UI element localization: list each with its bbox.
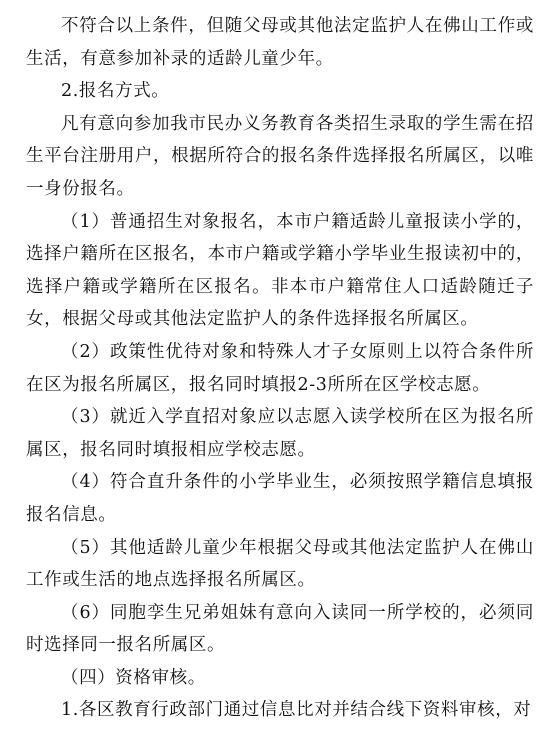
paragraph-review-item-1: 1.各区教育行政部门通过信息比对并结合线下资料审核，对 xyxy=(61,700,532,721)
paragraph-eligibility-continuation: 不符合以上条件，但随父母或其他法定监护人在佛山工作或生活，有意参加补录的适龄儿童少年。 xyxy=(26,16,534,69)
paragraph-item-6: （6）同胞孪生兄弟姐妹有意向入读同一所学校的，必须同时选择同一报名所属区。 xyxy=(26,602,534,656)
heading-qualification-review: （四）资格审核。 xyxy=(61,667,206,688)
heading-registration-method: 2.报名方式。 xyxy=(61,81,170,102)
paragraph-item-2: （2）政策性优待对象和特殊人才子女原则上以符合条件所在区为报名所属区，报名同时填报2-3所所在区学校志愿。 xyxy=(26,341,534,395)
paragraph-item-4: （4）符合直升条件的小学毕业生，必须按照学籍信息填报报名信息。 xyxy=(26,472,534,525)
paragraph-item-5: （5）其他适龄儿童少年根据父母或其他法定监护人在佛山工作或生活的地点选择报名所属区。 xyxy=(26,537,534,591)
paragraph-item-3: （3）就近入学直招对象应以志愿入读学校所在区为报名所属区，报名同时填报相应学校志愿。 xyxy=(26,407,534,460)
paragraph-item-1: （1）普通招生对象报名，本市户籍适龄儿童报读小学的，选择户籍所在区报名，本市户籍或学籍小学毕业生报读初中的，选择户籍或学籍所在区报名。非本市户籍常住人口适龄随迁子女，根据父母或其他法定监护人的条件选择报名所属区。 xyxy=(26,211,534,330)
paragraph-registration-intro: 凡有意向参加我市民办义务教育各类招生录取的学生需在招生平台注册用户，根据所符合的报名条件选择报名所属区，以唯一身份报名。 xyxy=(26,113,534,199)
